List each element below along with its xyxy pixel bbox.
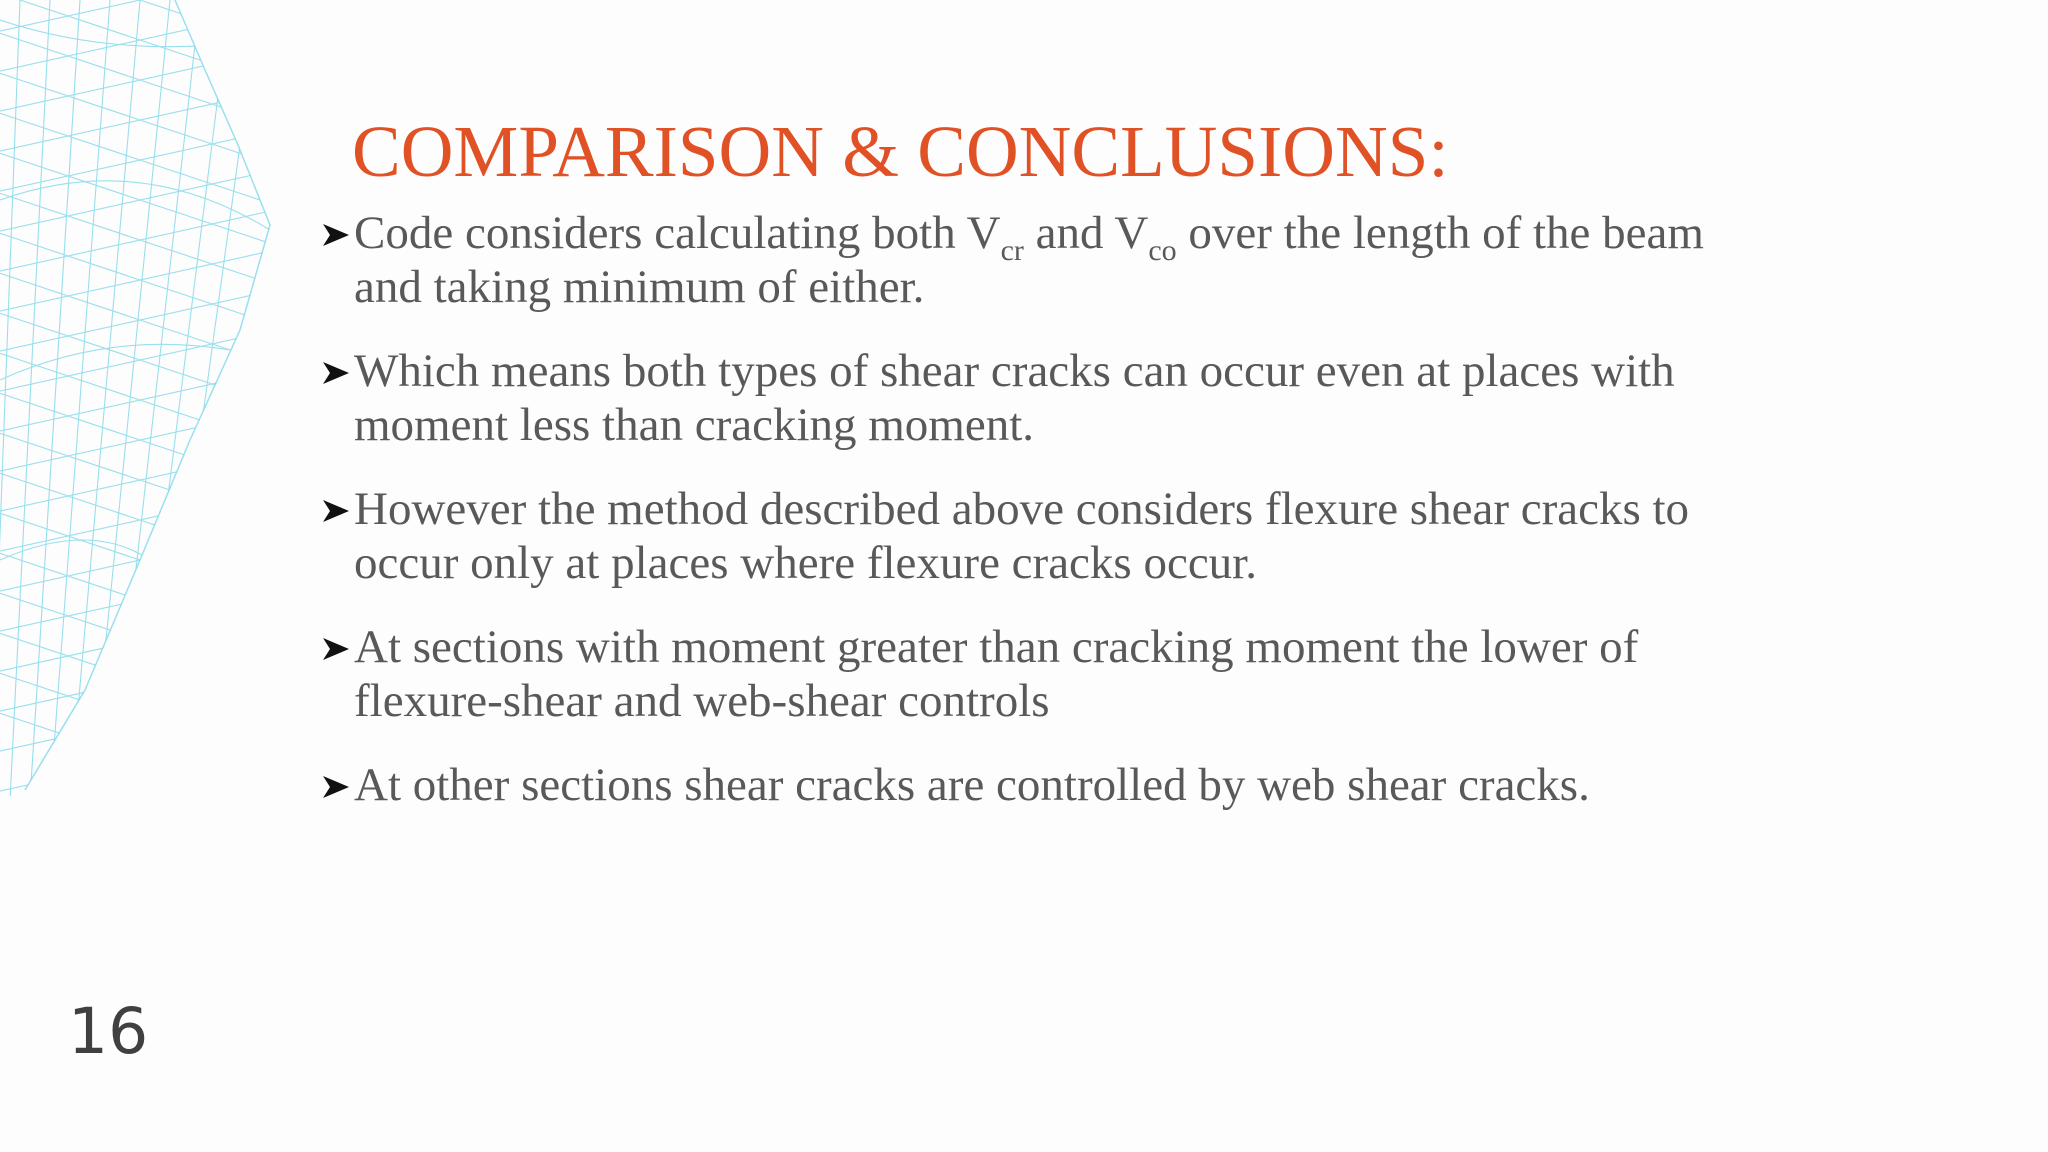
subscript-cr: cr: [1000, 234, 1024, 267]
arrowhead-bullet-icon: [320, 773, 354, 801]
bullet-text: At sections with moment greater than cracking moment the lower of flexure-shear and web-shear controls: [354, 621, 1639, 727]
bullet-list: [320, 206, 1740, 842]
slide-number: 16: [68, 995, 149, 1068]
bullet-item: [320, 758, 1740, 812]
arrowhead-bullet-icon: [320, 497, 354, 525]
bullet-text: and V: [1023, 207, 1149, 259]
arrowhead-bullet-icon: [320, 359, 354, 387]
subscript-co: co: [1148, 234, 1177, 267]
arrowhead-bullet-icon: [320, 221, 354, 249]
bullet-item: [320, 206, 1740, 314]
bullet-text: However the method described above considers flexure shear cracks to occur only at places where flexure cracks occur.: [354, 483, 1690, 589]
bullet-item: [320, 344, 1740, 452]
slide-title: COMPARISON & CONCLUSIONS:: [352, 111, 1449, 192]
bullet-text: over the length of the beam and taking minimum of either.: [354, 207, 1704, 313]
bullet-item: [320, 482, 1740, 590]
bullet-item: [320, 620, 1740, 728]
bullet-text: At other sections shear cracks are controlled by web shear cracks.: [354, 759, 1590, 811]
bullet-text: Which means both types of shear cracks can occur even at places with moment less than cracking moment.: [354, 345, 1675, 451]
bullet-text: Code considers calculating both V: [354, 207, 1001, 259]
arrowhead-bullet-icon: [320, 635, 354, 663]
wireframe-mesh-decoration: [0, 0, 300, 800]
